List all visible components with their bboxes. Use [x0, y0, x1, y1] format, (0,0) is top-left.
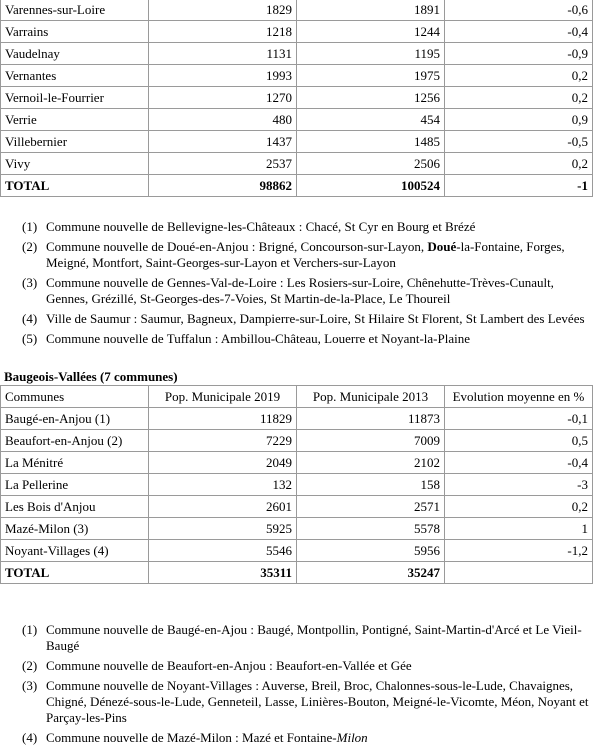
table-row [1, 131, 593, 153]
pop-2013-cell: 1256 [297, 87, 445, 109]
pop-2019-cell: 1131 [149, 43, 297, 65]
pop-2019-cell: 5546 [149, 540, 297, 562]
commune-cell: Verrie [1, 109, 149, 131]
footnote-text: Commune nouvelle de Baugé-en-Ajou : Baugé, Montpollin, Pontigné, Saint-Martin-d'Arcé et Le Vieil-Baugé [46, 622, 582, 653]
footnote-marker: (2) [22, 239, 38, 254]
table-row [1, 87, 593, 109]
table2-body [1, 408, 593, 584]
footnote-item [22, 219, 592, 235]
table-row [1, 43, 593, 65]
evolution-cell: 0,5 [445, 430, 593, 452]
commune-cell: La Ménitré [1, 452, 149, 474]
commune-cell: Varrains [1, 21, 149, 43]
population-table-2 [0, 385, 593, 584]
commune-cell: TOTAL [1, 175, 149, 197]
evolution-cell [445, 562, 593, 584]
footnote-text: Commune nouvelle de Mazé-Milon : Mazé et Fontaine- [46, 730, 337, 745]
commune-cell: La Pellerine [1, 474, 149, 496]
pop-2019-cell: 7229 [149, 430, 297, 452]
header-evolution: Evolution moyenne en % [445, 386, 593, 408]
table-total-row [1, 562, 593, 584]
pop-2019-cell: 2601 [149, 496, 297, 518]
evolution-cell: 0,2 [445, 65, 593, 87]
evolution-cell: 0,9 [445, 109, 593, 131]
footnote-text: Commune nouvelle de Tuffalun : Ambillou-Château, Louerre et Noyant-la-Plaine [46, 331, 470, 346]
footnote-marker: (3) [22, 275, 38, 290]
footnote-marker: (4) [22, 730, 38, 745]
pop-2013-cell: 454 [297, 109, 445, 131]
footnote-text: Commune nouvelle de Bellevigne-les-Châteaux : Chacé, St Cyr en Bourg et Brézé [46, 219, 476, 234]
footnote-item [22, 275, 592, 307]
footnote-marker: (1) [22, 219, 38, 234]
table-row [1, 540, 593, 562]
pop-2013-cell: 1195 [297, 43, 445, 65]
footnote-marker: (4) [22, 311, 38, 326]
footnote-text: Commune nouvelle de Doué-en-Anjou : Brigné, Concourson-sur-Layon, [46, 239, 428, 254]
pop-2013-cell: 5578 [297, 518, 445, 540]
pop-2013-cell: 1891 [297, 0, 445, 21]
footnotes-2 [22, 622, 592, 750]
table-row [1, 408, 593, 430]
footnotes-1 [22, 219, 592, 351]
evolution-cell: 0,2 [445, 496, 593, 518]
pop-2013-cell: 2571 [297, 496, 445, 518]
pop-2013-cell: 5956 [297, 540, 445, 562]
evolution-cell: -0,9 [445, 43, 593, 65]
pop-2013-cell: 2102 [297, 452, 445, 474]
pop-2019-cell: 1270 [149, 87, 297, 109]
commune-cell: TOTAL [1, 562, 149, 584]
footnote-text: Commune nouvelle de Beaufort-en-Anjou : Beaufort-en-Vallée et Gée [46, 658, 412, 673]
pop-2019-cell: 5925 [149, 518, 297, 540]
pop-2019-cell: 1829 [149, 0, 297, 21]
table-total-row [1, 175, 593, 197]
table-row [1, 109, 593, 131]
commune-cell: Baugé-en-Anjou (1) [1, 408, 149, 430]
footnote-text: Commune nouvelle de Gennes-Val-de-Loire : Les Rosiers-sur-Loire, Chênehutte-Trèves-Cunault, Gennes, Grézillé, St-Georges-des-7-Voies, St Martin-de-la-Place, Le Thoureil [46, 275, 554, 306]
footnote-item [22, 622, 592, 654]
population-table-1 [0, 0, 593, 197]
pop-2013-cell: 11873 [297, 408, 445, 430]
evolution-cell: -0,4 [445, 21, 593, 43]
evolution-cell: -0,5 [445, 131, 593, 153]
commune-cell: Vaudelnay [1, 43, 149, 65]
header-pop-2013: Pop. Municipale 2013 [297, 386, 445, 408]
footnote-bold-text: Doué [427, 239, 457, 254]
pop-2013-cell: 1975 [297, 65, 445, 87]
pop-2013-cell: 2506 [297, 153, 445, 175]
pop-2019-cell: 480 [149, 109, 297, 131]
footnote-marker: (3) [22, 678, 38, 693]
table-row [1, 496, 593, 518]
pop-2019-cell: 1437 [149, 131, 297, 153]
evolution-cell: 0,2 [445, 87, 593, 109]
commune-cell: Vernoil-le-Fourrier [1, 87, 149, 109]
footnote-item [22, 239, 592, 271]
pop-2019-cell: 132 [149, 474, 297, 496]
commune-cell: Noyant-Villages (4) [1, 540, 149, 562]
footnote-text: -la-Fontaine, Forges, Meigné, Montfort, Saint-Georges-sur-Layon et Verchers-sur-Layon [46, 239, 565, 270]
pop-2019-cell: 11829 [149, 408, 297, 430]
commune-cell: Varennes-sur-Loire [1, 0, 149, 21]
pop-2013-cell: 158 [297, 474, 445, 496]
footnote-item [22, 678, 592, 726]
pop-2013-cell: 100524 [297, 175, 445, 197]
evolution-cell: 1 [445, 518, 593, 540]
table-row [1, 452, 593, 474]
pop-2013-cell: 1485 [297, 131, 445, 153]
table1-body [1, 0, 593, 197]
pop-2019-cell: 98862 [149, 175, 297, 197]
evolution-cell: -3 [445, 474, 593, 496]
table-row [1, 65, 593, 87]
table-row [1, 0, 593, 21]
pop-2019-cell: 1993 [149, 65, 297, 87]
footnote-item [22, 658, 592, 674]
evolution-cell: -0,1 [445, 408, 593, 430]
section-title-baugeois-vallees: Baugeois-Vallées (7 communes) [4, 369, 178, 384]
evolution-cell: -1,2 [445, 540, 593, 562]
header-communes: Communes [1, 386, 149, 408]
evolution-cell: -1 [445, 175, 593, 197]
pop-2019-cell: 35311 [149, 562, 297, 584]
footnote-text: Ville de Saumur : Saumur, Bagneux, Dampierre-sur-Loire, St Hilaire St Florent, St Lambert des Levées [46, 311, 585, 326]
table-row [1, 518, 593, 540]
footnote-italic-text: Milon [336, 730, 368, 745]
commune-cell: Mazé-Milon (3) [1, 518, 149, 540]
commune-cell: Vernantes [1, 65, 149, 87]
table-row [1, 21, 593, 43]
commune-cell: Beaufort-en-Anjou (2) [1, 430, 149, 452]
evolution-cell: -0,6 [445, 0, 593, 21]
header-pop-2019: Pop. Municipale 2019 [149, 386, 297, 408]
footnote-item [22, 331, 592, 347]
table-row [1, 430, 593, 452]
evolution-cell: 0,2 [445, 153, 593, 175]
footnote-marker: (1) [22, 622, 38, 637]
footnote-marker: (2) [22, 658, 38, 673]
pop-2013-cell: 35247 [297, 562, 445, 584]
commune-cell: Les Bois d'Anjou [1, 496, 149, 518]
commune-cell: Vivy [1, 153, 149, 175]
pop-2019-cell: 2537 [149, 153, 297, 175]
footnote-item [22, 730, 592, 746]
table2-header-row [1, 386, 593, 408]
pop-2019-cell: 2049 [149, 452, 297, 474]
pop-2013-cell: 7009 [297, 430, 445, 452]
footnote-item [22, 311, 592, 327]
evolution-cell: -0,4 [445, 452, 593, 474]
table-row [1, 474, 593, 496]
pop-2019-cell: 1218 [149, 21, 297, 43]
commune-cell: Villebernier [1, 131, 149, 153]
pop-2013-cell: 1244 [297, 21, 445, 43]
footnote-marker: (5) [22, 331, 38, 346]
table-row [1, 153, 593, 175]
footnote-text: Commune nouvelle de Noyant-Villages : Auverse, Breil, Broc, Chalonnes-sous-le-Lude, Chavaignes, Chigné, Dénezé-sous-le-Lude, Genneteil, Lasse, Linières-Bouton, Meigné-le-Vicomte, Méon, Noyant et Parçay-les-Pins [46, 678, 589, 725]
